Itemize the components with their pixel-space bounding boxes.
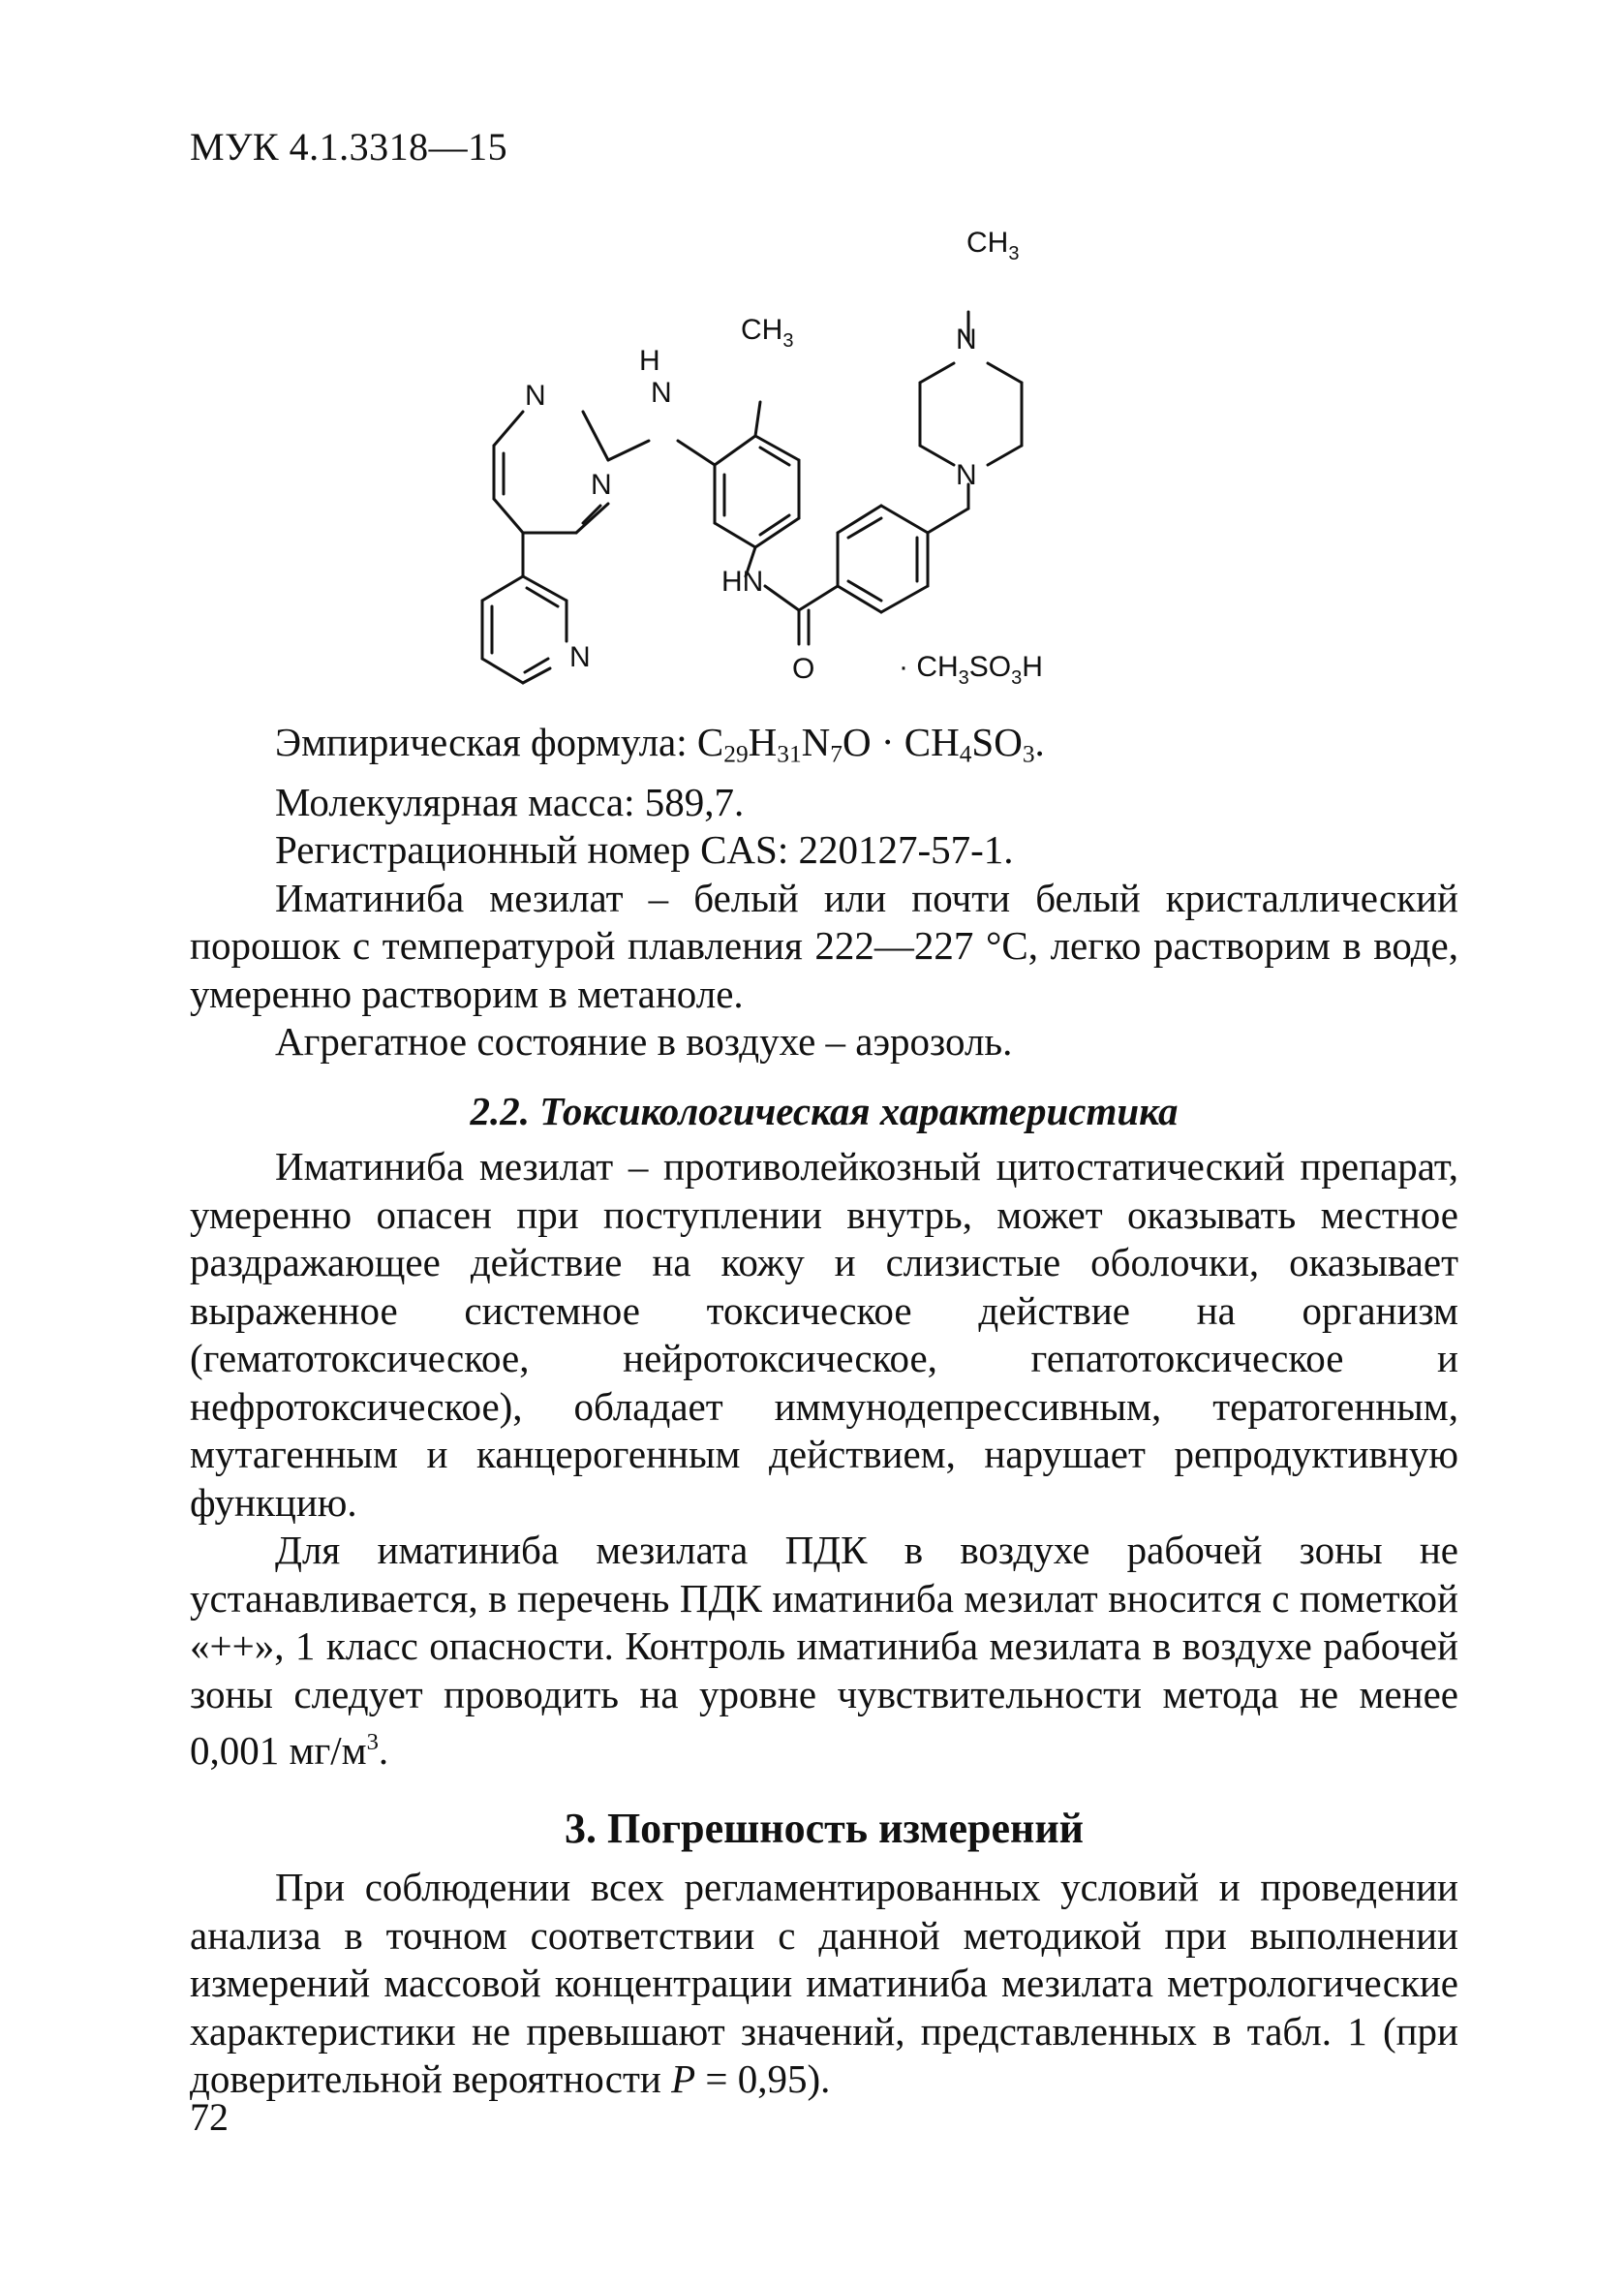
- section-2-2-title: 2.2. Токсикологическая характеристика: [470, 1088, 1179, 1133]
- h-amine-label: H: [639, 345, 660, 377]
- o-carbonyl-label: O: [792, 653, 815, 685]
- ch3-top-label: $CH_3$: [966, 227, 1020, 264]
- n-piperazine-top: N: [956, 324, 977, 355]
- n-amine-label: N: [651, 377, 672, 409]
- document-code: МУК 4.1.3318—15: [190, 125, 508, 169]
- page-number: 72: [190, 2095, 229, 2139]
- cas-number: Регистрационный номер CAS: 220127-57-1.: [275, 827, 1014, 873]
- n-pyrimidine-1: N: [525, 380, 546, 412]
- toxicology-paragraph-2: Для иматиниба мезилата ПДК в воздухе рабочей зоны не устанавливается, в перечень ПДК иматиниба мезилат вносится с пометкой «++», 1 класс опасности. Контроль иматиниба мезилата в воздухе рабочей зоны следует проводить на уровне чувствительности метода не менее 0,001 $мг/м^3$.: [190, 1528, 1458, 1774]
- ch3-ring-label: $CH_3$: [741, 314, 794, 352]
- molar-mass: Молекулярная масса: 589,7.: [275, 779, 745, 824]
- mesylate-salt-label: · $CH_3SO_3H$: [899, 651, 1043, 689]
- measurement-error-paragraph: При соблюдении всех регламентированных условий и проведении анализа в точном соответствии с данной методикой при выполнении измерений массовой концентрации иматиниба мезилата метрологические характеристики не превышают значений, представленных в табл. 1 (при доверительной вероятности P = 0,95).: [190, 1865, 1458, 2102]
- imatinib-mesylate-structure: [465, 203, 1201, 707]
- description-paragraph: Иматиниба мезилат – белый или почти белый кристаллический порошок с температурой плавления 222—227 °С, легко растворим в воде, умеренно растворим в метаноле.: [190, 875, 1458, 1016]
- aggregate-state: Агрегатное состояние в воздухе – аэрозоль.: [275, 1019, 1013, 1065]
- compound-properties: [190, 719, 1458, 2104]
- toxicology-paragraph-1: Иматиниба мезилат – противолейкозный цитостатический препарат, умеренно опасен при поступлении внутрь, может оказывать местное раздражающее действие на кожу и слизистые оболочки, оказывает выраженное системное токсическое действие на организм (гематотоксическое, нейротоксическое, гепатотоксическое и нефротоксическое), обладает иммунодепрессивным, тератогенным, мутагенным и канцерогенным действием, нарушает репродуктивную функцию.: [190, 1144, 1458, 1525]
- n-pyrimidine-2: N: [591, 469, 612, 501]
- empirical-formula: Эмпирическая формула: $C_{29}H_{31}N_7O \cdot CH_4SO_3$.: [275, 720, 1045, 768]
- n-pyridine-label: N: [569, 641, 591, 673]
- section-3-title: 3. Погрешность измерений: [564, 1804, 1085, 1852]
- hn-amide-label: HN: [721, 566, 764, 598]
- n-piperazine-bottom: N: [956, 459, 977, 491]
